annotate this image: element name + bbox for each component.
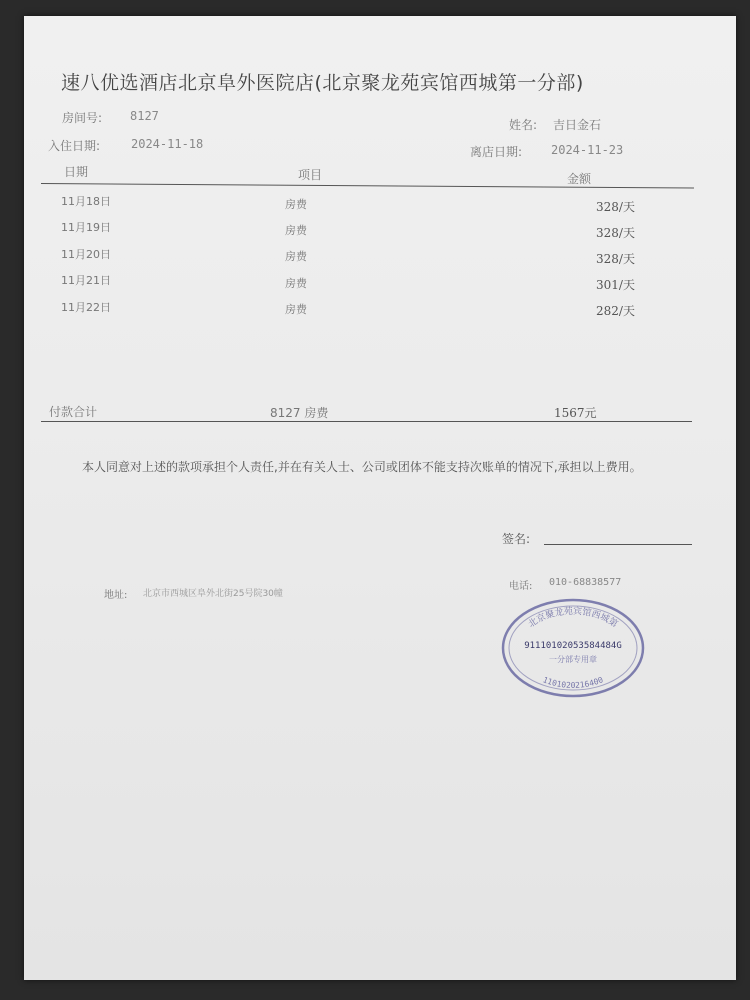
row-amount: 328/天 <box>596 200 635 214</box>
guest-name-label: 姓名: <box>509 118 538 132</box>
address-value: 北京市西城区阜外北街25号院30幢 <box>143 589 283 599</box>
row-item: 房费 <box>285 277 307 290</box>
checkin-date-value: 2024-11-18 <box>131 137 204 151</box>
total-amount: 1567元 <box>554 406 597 420</box>
phone-value: 010-68838577 <box>549 577 622 588</box>
row-amount: 328/天 <box>596 252 635 266</box>
phone-label: 电话: <box>509 581 533 592</box>
room-number-value: 8127 <box>130 109 159 123</box>
column-header-item: 项目 <box>298 168 323 182</box>
total-divider <box>41 421 692 422</box>
row-amount: 328/天 <box>596 226 635 240</box>
svg-text:北京聚龙苑宾馆西城第 <box>526 605 621 630</box>
row-date: 11月21日 <box>61 274 111 287</box>
row-item: 房费 <box>285 224 307 237</box>
guest-name-value: 吉日金石 <box>553 118 602 132</box>
row-item: 房费 <box>285 250 307 263</box>
seal-bottom-text: 一分部专用章 <box>549 655 597 664</box>
liability-notice: 本人同意对上述的款项承担个人责任,并在有关人士、公司或团体不能支持次账单的情况下,承担以上费用。 <box>82 460 642 474</box>
official-seal-stamp <box>499 596 647 700</box>
row-date: 11月20日 <box>61 248 111 261</box>
checkout-date-value: 2024-11-23 <box>551 143 624 157</box>
hotel-title: 速八优选酒店北京阜外医院店(北京聚龙苑宾馆西城第一分部) <box>61 72 584 94</box>
row-amount: 301/天 <box>596 278 635 292</box>
total-label: 付款合计 <box>49 405 98 419</box>
seal-serial: 1101020216400 <box>541 675 605 690</box>
signature-line <box>544 544 692 545</box>
address-label: 地址: <box>104 590 128 601</box>
checkin-date-label: 入住日期: <box>48 139 101 153</box>
row-date: 11月22日 <box>61 301 111 314</box>
room-number-label: 房间号: <box>62 111 103 125</box>
seal-center-code: 91110102053584484G <box>524 641 622 651</box>
row-amount: 282/天 <box>596 304 635 318</box>
row-item: 房费 <box>285 303 307 316</box>
column-header-date: 日期 <box>64 165 89 179</box>
total-item: 8127 房费 <box>270 406 329 420</box>
signature-label: 签名: <box>502 532 531 546</box>
column-header-amount: 金额 <box>567 172 592 186</box>
row-date: 11月19日 <box>61 221 111 234</box>
receipt-paper <box>24 16 736 980</box>
seal-top-text: 北京聚龙苑宾馆西城第 <box>526 606 620 630</box>
row-date: 11月18日 <box>61 195 111 208</box>
row-item: 房费 <box>285 198 307 211</box>
checkout-date-label: 离店日期: <box>470 145 523 159</box>
